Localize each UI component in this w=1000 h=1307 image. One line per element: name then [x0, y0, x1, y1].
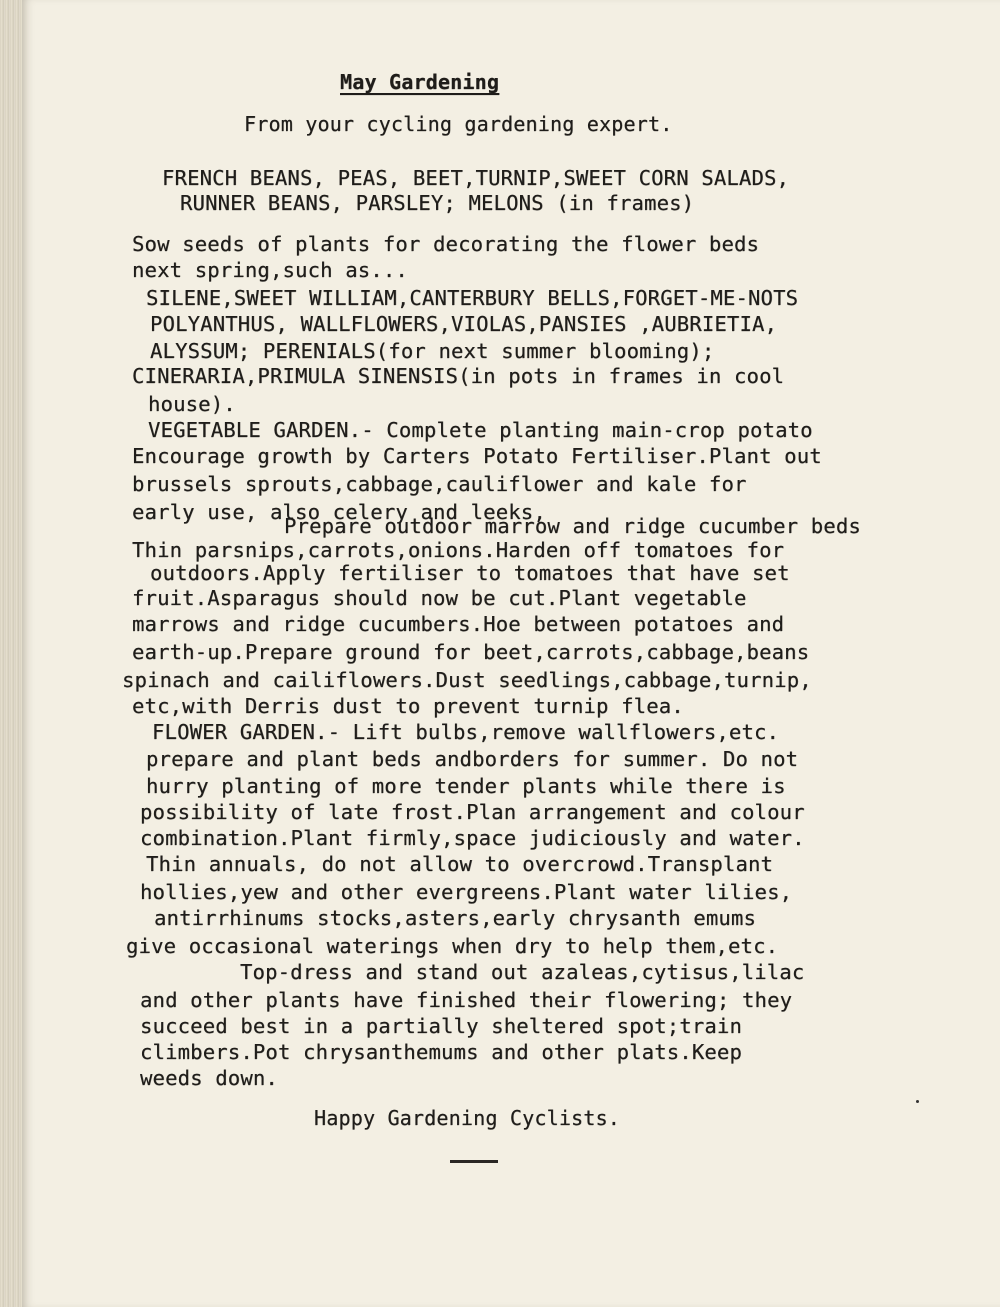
body-line: antirrhinums stocks,asters,early chrysanth emums — [154, 906, 757, 930]
body-line: hollies,yew and other evergreens.Plant water lilies, — [140, 880, 793, 904]
body-line: house). — [148, 392, 236, 416]
typewritten-page — [22, 0, 1000, 1307]
body-line: spinach and cailiflowers.Dust seedlings,cabbage,turnip, — [122, 668, 812, 692]
body-line: outdoors.Apply fertiliser to tomatoes that have set — [150, 561, 790, 585]
crops-line-1: FRENCH BEANS, PEAS, BEET,TURNIP,SWEET CORN SALADS, — [162, 166, 790, 190]
body-line: Encourage growth by Carters Potato Fertiliser.Plant out — [132, 444, 822, 468]
body-line: Thin annuals, do not allow to overcrowd.Transplant — [146, 852, 774, 876]
body-line: FLOWER GARDEN.- Lift bulbs,remove wallflowers,etc. — [152, 720, 780, 744]
body-line: brussels sprouts,cabbage,cauliflower and kale for — [132, 472, 747, 496]
body-line: weeds down. — [140, 1066, 278, 1090]
body-line: prepare and plant beds andborders for summer. Do not — [146, 747, 799, 771]
body-line: Top-dress and stand out azaleas,cytisus,lilac — [240, 960, 805, 984]
body-line: VEGETABLE GARDEN.- Complete planting main-crop potato — [148, 418, 813, 442]
body-line: fruit.Asparagus should now be cut.Plant vegetable — [132, 586, 747, 610]
body-line: marrows and ridge cucumbers.Hoe between potatoes and — [132, 612, 785, 636]
body-line: earth-up.Prepare ground for beet,carrots,cabbage,beans — [132, 640, 810, 664]
body-line: Prepare outdoor marrow and ridge cucumber beds — [284, 514, 861, 538]
body-line: next spring,such as... — [132, 258, 408, 282]
body-line: etc,with Derris dust to prevent turnip flea. — [132, 694, 684, 718]
body-line: Sow seeds of plants for decorating the flower beds — [132, 232, 760, 256]
page-title: May Gardening — [340, 70, 500, 94]
body-line: early use, also celery and leeks, — [132, 500, 546, 524]
signoff: Happy Gardening Cyclists. — [314, 1106, 621, 1130]
body-line: ALYSSUM; PERENIALS(for next summer blooming); — [150, 339, 715, 363]
page-subtitle: From your cycling gardening expert. — [244, 112, 673, 136]
body-line: and other plants have finished their flowering; they — [140, 988, 793, 1012]
body-line: climbers.Pot chrysanthemums and other plats.Keep — [140, 1040, 743, 1064]
body-line: Thin parsnips,carrots,onions.Harden off tomatoes for — [132, 538, 785, 562]
end-divider — [450, 1160, 498, 1163]
body-line: hurry planting of more tender plants while there is — [146, 774, 786, 798]
book-spine-edge — [0, 0, 22, 1307]
crops-line-2: RUNNER BEANS, PARSLEY; MELONS (in frames) — [180, 191, 695, 215]
body-line: POLYANTHUS, WALLFLOWERS,VIOLAS,PANSIES ,AUBRIETIA, — [150, 312, 778, 336]
body-line: combination.Plant firmly,space judiciously and water. — [140, 826, 805, 850]
body-line: succeed best in a partially sheltered spot;train — [140, 1014, 743, 1038]
body-line: give occasional waterings when dry to help them,etc. — [126, 934, 779, 958]
body-line: CINERARIA,PRIMULA SINENSIS(in pots in frames in cool — [132, 364, 785, 388]
ink-speck — [916, 1100, 919, 1103]
body-line: SILENE,SWEET WILLIAM,CANTERBURY BELLS,FORGET-ME-NOTS — [146, 286, 799, 310]
body-line: possibility of late frost.Plan arrangement and colour — [140, 800, 805, 824]
